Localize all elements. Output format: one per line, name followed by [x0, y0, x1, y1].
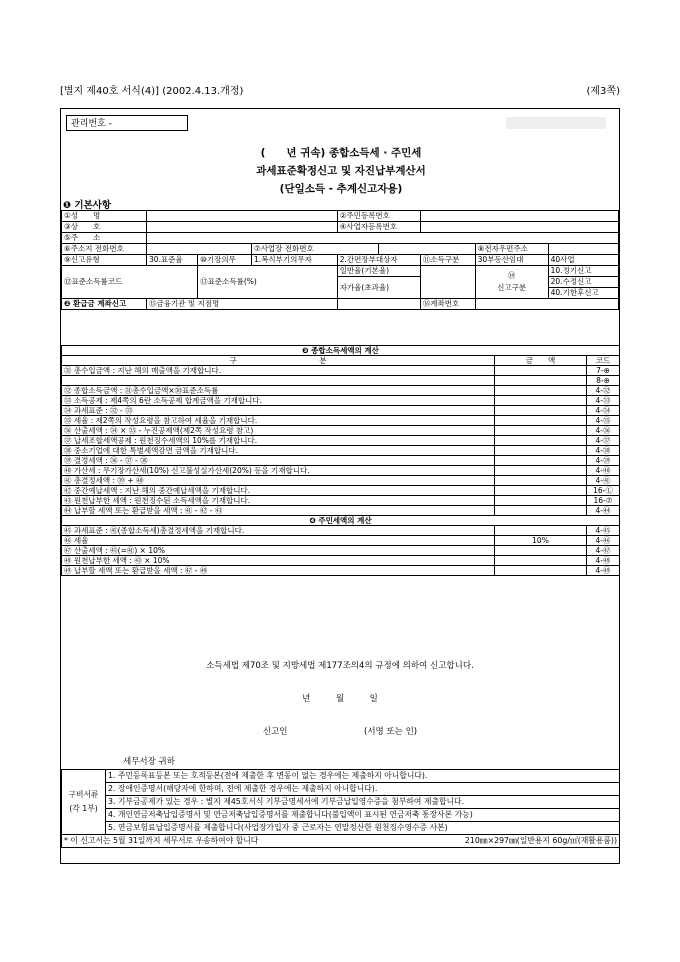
calc-row	[62, 426, 620, 436]
doc-item: 3. 기부금공제가 있는 경우 : 별지 제45호서식 기부금명세서에 기부금납입영수증을 첨부하여 제출합니다.	[106, 796, 620, 809]
duty-value: 1.복식부기의무자	[251, 255, 337, 266]
calc-head-code: 코드	[587, 356, 620, 366]
name-label: ①성 명	[62, 211, 147, 222]
late-report: 40.기한후신고	[548, 288, 618, 299]
resident-amount[interactable]	[495, 546, 587, 556]
amended-report: 20.수정신고	[548, 277, 618, 288]
declaration: 소득세법 제70조 및 지방세법 제177조의4의 규정에 의하여 신고합니다.	[206, 661, 474, 671]
calc-amount-field[interactable]	[495, 486, 587, 496]
calc-amount-field[interactable]	[495, 466, 587, 476]
management-number[interactable]: 관리번호 -	[66, 115, 188, 131]
calc-head-item: 구 분	[62, 356, 495, 366]
calc-item: ㉝ 소득공제 : 제4쪽의 6란 소득공제 합계금액을 기재합니다.	[62, 396, 495, 406]
resident-row	[62, 536, 620, 546]
calc-row	[62, 476, 620, 486]
calc-amount-field[interactable]	[495, 456, 587, 466]
rrn-field[interactable]	[420, 211, 618, 222]
resident-item: ㊼ 산출세액 : ㊺(=㊶) × 10%	[62, 546, 495, 556]
section-basic-title: ❶ 기본사항	[63, 200, 112, 211]
calc-amount-field[interactable]	[495, 436, 587, 446]
income-label: ⑪소득구분	[420, 255, 475, 266]
title-line-2: 과세표준확정신고 및 자진납부계산서	[256, 165, 426, 177]
code-label: ⑫표준소득률코드	[62, 266, 198, 299]
calc-code: 4-㉝	[587, 396, 620, 406]
date-line: 년 월 일	[302, 694, 378, 704]
resident-item: ㊽ 원천납부한 세액 : ㊸ × 10%	[62, 556, 495, 566]
signer-line: 신고인 (서명 또는 인)	[262, 727, 418, 737]
resident-code: 4-㊻	[587, 536, 620, 546]
calc-amount-field[interactable]	[495, 376, 587, 386]
resident-item: ㊾ 납부할 세액 또는 환급받을 세액 : ㊼ - ㊽	[62, 566, 495, 576]
doc-item: 1. 주민등록표등본 또는 호적등본(전에 제출한 후 변동이 없는 경우에는 제출하지 아니합니다).	[106, 770, 620, 783]
calc-amount-field[interactable]	[495, 446, 587, 456]
calc-amount-field[interactable]	[495, 506, 587, 516]
biz-phone-field[interactable]	[379, 244, 475, 255]
calc-amount-field[interactable]	[495, 386, 587, 396]
calc-row	[62, 446, 620, 456]
email-label: ⑧전자우편주소	[475, 244, 548, 255]
calc-item: ㊳ 중소기업에 대한 특별세액감면 금액을 기재합니다.	[62, 446, 495, 456]
trade-label: ③상 호	[62, 222, 147, 233]
address-label: ⑤주 소	[62, 233, 147, 244]
calc-row	[62, 366, 620, 376]
calc-item: ㊹ 납부할 세액 또는 환급받을 세액 : ㊶ - ㊷ - ㊸	[62, 506, 495, 516]
biz-phone-label: ⑦사업장 전화번호	[251, 244, 378, 255]
rate-field[interactable]	[420, 266, 475, 299]
refund-label: ❷ 환급금 계좌신고	[62, 299, 147, 310]
resident-amount[interactable]	[495, 556, 587, 566]
calc-code: 16-⑦	[587, 496, 620, 506]
page-number: (제3쪽)	[586, 86, 620, 97]
type-label: ⑨신고유형	[62, 255, 147, 266]
bizno-field[interactable]	[420, 222, 618, 233]
calc-code: 4-㉟	[587, 416, 620, 426]
footer-row	[62, 835, 620, 848]
resident-code: 4-㊽	[587, 556, 620, 566]
calc-row	[62, 436, 620, 446]
calc-item: ㉜ 종합소득금액 : ㉛총수입금액×㉚표준소득률	[62, 386, 495, 396]
report-label	[475, 266, 548, 299]
business: 40사업	[548, 255, 618, 266]
resident-code: 4-㊾	[587, 566, 620, 576]
calc-item: ㊷ 중간예납세액 : 지난 해의 중간예납세액을 기재합니다.	[62, 486, 495, 496]
resident-item: ㊺ 과세표준 : ㊶(종합소득세)총결정세액을 기재합니다.	[62, 526, 495, 536]
calc-amount-field[interactable]	[495, 476, 587, 486]
calc-row	[62, 466, 620, 476]
doc-item: 5. 연금보험료납입증명서를 제출합니다(사업장가입자 중 근로자는 연말정산한 원천징수영수증 사본)	[106, 822, 620, 835]
rate-label: ⑬표준소득률(%)	[198, 266, 338, 299]
calc-item: ㊴ 결정세액 : ㊱ - ㊲ - ㊳	[62, 456, 495, 466]
calc-code: 4-㊱	[587, 426, 620, 436]
calc-code: 4-㊳	[587, 446, 620, 456]
calc-code: 7-⊕	[587, 366, 620, 376]
resident-amount[interactable]	[495, 526, 587, 536]
resident-code: 4-㊺	[587, 526, 620, 536]
calc-item: ㉞ 과세표준 : ㉜ - ㉝	[62, 406, 495, 416]
calc-amount-field[interactable]	[495, 366, 587, 376]
rrn-label: ②주민등록번호	[337, 211, 420, 222]
title-line-1: ( 년 귀속) 종합소득세 · 주민세	[260, 147, 422, 159]
email-field[interactable]	[548, 244, 618, 255]
calc-row	[62, 386, 620, 396]
home-phone-field[interactable]	[147, 244, 252, 255]
calc-item: ㊱ 산출세액 : ㉞ × ㉟ - 누진공제액(제2쪽 작성요령 참고)	[62, 426, 495, 436]
resident-row	[62, 526, 620, 536]
title-line-3: (단일소득 - 추계신고자용)	[279, 183, 403, 195]
calc-code: 4-㊶	[587, 476, 620, 486]
doc-item: 2. 장애인증명서(해당자에 한하며, 전에 제출한 경우에는 제출하지 아니합니다).	[106, 783, 620, 796]
calc-code: 8-⊕	[587, 376, 620, 386]
calc-item: ㊲ 납세조합세액공제 : 원천징수세액의 10%를 기재합니다.	[62, 436, 495, 446]
doc-item: 4. 개인연금저축납입증명서 및 연금저축납입증명서를 제출합니다(불입액이 표시된 연금저축 통장사본 가능)	[106, 809, 620, 822]
report-circle: ⑭	[507, 271, 516, 280]
home-phone-label: ⑥주소지 전화번호	[62, 244, 147, 255]
resident-amount[interactable]: 10%	[495, 536, 587, 546]
calc-amount-field[interactable]	[495, 426, 587, 436]
simple-book: 2.간편장부대상자	[337, 255, 420, 266]
calc-row	[62, 396, 620, 406]
resident-amount[interactable]	[495, 566, 587, 576]
general-rate: 일반율(기본율)	[337, 266, 420, 277]
calc-item: ㉟ 세율 : 제2쪽의 작성요령을 참고하여 세율을 기재합니다.	[62, 416, 495, 426]
tax-form	[60, 108, 620, 864]
calc-amount-field[interactable]	[495, 496, 587, 506]
realty: 30부동산임대	[475, 255, 548, 266]
calc-code: 4-㊵	[587, 466, 620, 476]
calc-code: 4-㊲	[587, 436, 620, 446]
resident-tax-title: ❹ 주민세액의 계산	[62, 516, 620, 526]
calc-amount-field[interactable]	[495, 406, 587, 416]
calc-item: ㊶ 총결정세액 : ㊴ + ㊵	[62, 476, 495, 486]
regular-report: 10.정기신고	[548, 266, 618, 277]
calc-code: 4-㊹	[587, 506, 620, 516]
footer-note: * 이 신고서는 5월 31일까지 세무서로 우송하여야 합니다	[64, 836, 259, 845]
resident-row	[62, 546, 620, 556]
form-reference: [별지 제40호 서식(4)] (2002.4.13.개정)	[60, 86, 244, 97]
documents-label: 구비서류 (각 1부)	[62, 770, 106, 835]
name-field[interactable]	[147, 211, 338, 222]
calc-item	[62, 376, 495, 386]
duty-label: ⑩기장의무	[198, 255, 252, 266]
resident-code: 4-㊼	[587, 546, 620, 556]
calc-row	[62, 416, 620, 426]
self-rate: 자가율(초과율)	[337, 277, 420, 299]
calc-table	[61, 345, 620, 576]
report-kind-label: 신고구분	[497, 283, 527, 292]
resident-item: ㊻ 세율	[62, 536, 495, 546]
calc-amount-field[interactable]	[495, 396, 587, 406]
calc-row	[62, 456, 620, 466]
calc-item: ㊵ 가산세 : 무기장가산세(10%) 신고불성실가산세(20%) 등을 기재합니다.	[62, 466, 495, 476]
resident-row	[62, 566, 620, 576]
calc-row	[62, 506, 620, 516]
calc-item: ㉛ 총수입금액 : 지난 해의 매출액을 기재합니다.	[62, 366, 495, 376]
calc-title: ❸ 종합소득세액의 계산	[62, 346, 620, 356]
bizno-label: ④사업자등록번호	[337, 222, 420, 233]
calc-code: 4-㉜	[587, 386, 620, 396]
shaded-box	[506, 117, 606, 129]
account-field[interactable]	[475, 299, 618, 310]
calc-row	[62, 376, 620, 386]
calc-row	[62, 486, 620, 496]
bank-label: ⑮금융기관 및 지점명	[147, 299, 338, 310]
documents-table	[61, 769, 620, 848]
calc-code: 16-Ⓛ	[587, 486, 620, 496]
account-label: ⑯계좌번호	[420, 299, 475, 310]
calc-row	[62, 496, 620, 506]
calc-row	[62, 406, 620, 416]
paper-spec: 210㎜×297㎜(일반용지 60g/㎡(재활용품))	[464, 836, 617, 845]
trade-field[interactable]	[147, 222, 338, 233]
calc-code: 4-㊴	[587, 456, 620, 466]
calc-amount-field[interactable]	[495, 416, 587, 426]
calc-code: 4-㉞	[587, 406, 620, 416]
address-field[interactable]	[147, 233, 619, 244]
calc-item: ㊸ 원천납부한 세액 : 원천징수된 소득세액을 기재합니다.	[62, 496, 495, 506]
recipient: 세무서장 귀하	[123, 757, 175, 767]
type-value: 30.표준율	[147, 255, 198, 266]
resident-row	[62, 556, 620, 566]
calc-head-amount: 금 액	[495, 356, 587, 366]
basic-info-table	[61, 210, 619, 310]
bank-field[interactable]	[337, 299, 420, 310]
